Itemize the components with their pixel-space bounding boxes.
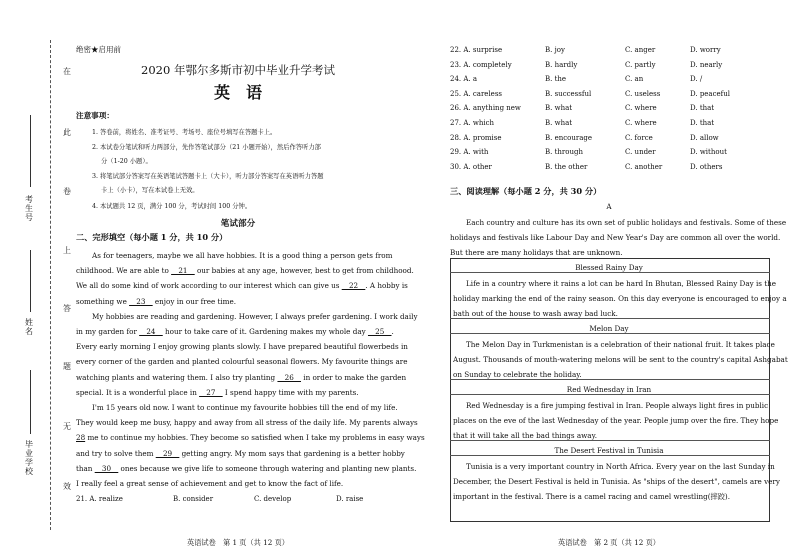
margin-warning-char: 无 <box>63 422 71 431</box>
field-name-line <box>30 250 31 312</box>
option-num-a: 24. A. a <box>450 75 478 84</box>
option-num-a: 25. A. careless <box>450 89 503 98</box>
written-part-heading: 笔试部分 <box>220 219 256 229</box>
blank-number: __25__ <box>367 327 392 336</box>
passage-text: We all do some kind of work according to our interest which can give us <box>76 281 342 291</box>
option-b: B. encourage <box>545 133 593 142</box>
intro-line: But there are many holidays that are unknown. <box>450 248 623 257</box>
festival-title: Blessed Rainy Day <box>575 263 643 272</box>
option-num-a: 26. A. anything new <box>450 104 521 113</box>
passage-text: enjoy in our free time. <box>152 296 237 306</box>
option-b: B. the <box>545 75 567 84</box>
option-row <box>450 132 768 144</box>
field-exam-number-label: 考生号 <box>25 195 33 222</box>
field-school-line <box>30 370 31 434</box>
cloze-line <box>76 297 236 306</box>
cloze-line <box>92 312 418 321</box>
cloze-line <box>76 449 405 458</box>
festival-line: December, the Desert Festival is held in Tunisia. As "ships of the desert", camels are very <box>453 477 780 486</box>
passage-text: As for teenagers, maybe we all have hobbies. It is a good thing a person gets from <box>92 251 393 260</box>
option-c: C. another <box>625 162 663 171</box>
option-b: B. through <box>545 148 583 157</box>
passage-text: Every early morning I enjoy growing plants slowly. I have prepared beautiful flowerbeds in <box>76 342 408 352</box>
table-divider <box>450 440 770 441</box>
field-name-label: 姓名 <box>25 318 33 336</box>
passage-text: childhood. We are able to <box>76 266 172 276</box>
passage-text: I'm 15 years old now. I want to continue my favourite hobbies till the end of my life. <box>92 403 398 412</box>
option-c: C. anger <box>625 46 656 54</box>
festival-line: bath out of the house to wash away bad luck. <box>453 309 618 318</box>
passage-text: in my garden for <box>76 327 140 336</box>
passage-text: special. It is a wonderful place in <box>76 387 200 397</box>
cloze-line <box>76 418 418 427</box>
passage-text: every corner of the garden and planted colourful seasonal flowers. My favourite things are <box>76 357 408 367</box>
table-divider <box>450 394 770 395</box>
option-num-a: 28. A. promise <box>450 133 502 142</box>
option-b: B. consider <box>173 495 214 503</box>
option-d: D. that <box>690 119 715 127</box>
blank-number: __30__ <box>94 463 119 473</box>
festival-line: holiday marking the end of the rainy season. On this day everyone is encouraged to enjoy a <box>453 294 787 303</box>
passage-text: than <box>76 463 95 473</box>
blank-number: 28 <box>76 433 86 443</box>
passage-text: I really feel a great sense of achievement and get to know the fact of life. <box>76 479 344 488</box>
passage-text: me to continue my hobbies. They become so satisfied when I take my problems in easy ways <box>85 433 425 443</box>
festival-line: places on the eve of the last Wednesday of the year. People jump over the fire. They hope <box>453 416 779 425</box>
cloze-line <box>76 388 359 397</box>
intro-line: holidays and festivals like Labour Day and New Year's Day are common all over the world. <box>450 233 781 242</box>
festival-line: Life in a country where it rains a lot can be hard In Bhutan, Blessed Rainy Day is the <box>466 279 776 288</box>
option-num-a: 29. A. with <box>450 148 489 157</box>
table-divider <box>450 379 770 380</box>
field-exam-number-line <box>30 115 31 187</box>
note-line: 4. 本试题共 12 页，满分 100 分，考试时间 100 分钟。 <box>92 203 252 210</box>
note-line: 2. 本试卷分笔试和听力两部分，先作答笔试部分（21 小题开始），然后作答听力部 <box>92 144 321 151</box>
note-line: 分（1-20 小题）。 <box>101 158 152 165</box>
margin-warning-char: 此 <box>63 128 71 137</box>
passage-text: our babies at any age, however, best to get from childhood. <box>194 266 414 276</box>
option-d: D. others <box>690 162 723 171</box>
option-c: C. useless <box>625 89 661 98</box>
option-row-21 <box>76 493 396 505</box>
option-num-a: 30. A. other <box>450 162 492 171</box>
table-divider <box>450 272 770 273</box>
passage-text: . <box>391 327 394 336</box>
option-d: D. worry <box>690 46 721 54</box>
table-divider <box>450 455 770 456</box>
passage-text: in order to make the garden <box>300 372 407 382</box>
margin-warning-char: 答 <box>63 304 71 313</box>
option-d: D. / <box>690 75 703 84</box>
subject-title: 英 语 <box>213 83 262 102</box>
festival-title: Melon Day <box>589 324 629 333</box>
festival-line: on Sunday to celebrate the holiday. <box>453 370 582 379</box>
option-row <box>450 59 768 71</box>
cloze-line <box>76 464 416 473</box>
festival-line: Red Wednesday is a fire jumping festival in Iran. People always light fires in public <box>466 401 769 410</box>
option-c: C. force <box>625 133 653 142</box>
blank-number: __21__ <box>171 266 195 276</box>
cloze-line <box>76 373 406 382</box>
option-b: B. what <box>545 119 573 127</box>
notes-title: 注意事项： <box>76 111 114 120</box>
passage-text: something we <box>76 296 130 306</box>
note-line: 3. 将笔试部分答案写在英语笔试答题卡上（大卡），听力部分答案写在英语听力答题 <box>92 173 324 180</box>
blank-number: __29__ <box>155 448 180 458</box>
margin-warning-char: 效 <box>63 482 71 491</box>
cloze-line <box>76 357 408 366</box>
cloze-line <box>76 266 414 275</box>
option-c: C. an <box>625 75 644 84</box>
option-c: C. where <box>625 119 657 127</box>
option-c: C. partly <box>625 60 656 69</box>
option-row <box>450 88 768 100</box>
option-c: C. under <box>625 148 656 157</box>
cloze-line <box>92 251 392 260</box>
cloze-section-title: 二、完形填空（每小题 1 分，共 10 分） <box>76 232 228 242</box>
passage-label: A <box>606 202 612 211</box>
option-d: D. nearly <box>690 60 723 69</box>
option-num-a: 21. A. realize <box>76 495 123 503</box>
festival-line: Tunisia is a very important country in North Africa. Every year on the last Sunday in <box>466 462 775 471</box>
option-b: B. what <box>545 104 573 113</box>
option-num-a: 23. A. completely <box>450 60 512 69</box>
margin-warning-char: 卷 <box>63 187 71 196</box>
page-1-footer: 英语试卷 第 1 页（共 12 页） <box>187 538 289 547</box>
festival-line: August. Thousands of mouth-watering melons will be sent to the country's capital Ashgabat <box>453 355 788 364</box>
note-line: 卡上（小卡），写在本试卷上无效。 <box>101 187 199 194</box>
passage-text: ones because we give life to someone through watering and planting new plants. <box>118 463 417 473</box>
option-b: B. joy <box>545 46 565 54</box>
note-line: 1. 答卷前，将姓名、准考证号、考场号、座位号填写在答题卡上。 <box>92 129 277 136</box>
festival-title: The Desert Festival in Tunisia <box>554 446 664 455</box>
exam-title: 2020 年鄂尔多斯市初中毕业升学考试 <box>141 63 335 77</box>
option-d: D. peaceful <box>690 89 731 98</box>
option-row <box>450 44 768 56</box>
passage-text: They would keep me busy, happy and away from all stress of the daily life. My parents always <box>76 418 418 428</box>
festival-line: The Melon Day in Turkmenistan is a celebration of their national fruit. It takes place <box>466 340 775 349</box>
option-d: D. that <box>690 104 715 113</box>
margin-warning-char: 在 <box>63 67 71 76</box>
cloze-line <box>76 433 425 442</box>
option-b: B. the other <box>545 162 588 171</box>
option-row <box>450 146 768 158</box>
option-c: C. develop <box>254 495 292 503</box>
intro-line: Each country and culture has its own set of public holidays and festivals. Some of these <box>466 218 787 227</box>
option-d: D. raise <box>336 495 364 503</box>
table-divider <box>450 318 770 319</box>
blank-number: __22__ <box>341 281 366 291</box>
option-row <box>450 161 768 173</box>
cloze-line <box>92 403 398 412</box>
margin-warning-char: 题 <box>63 362 71 371</box>
option-b: B. hardly <box>545 60 578 69</box>
option-d: D. without <box>690 148 727 157</box>
blank-number: __26__ <box>277 372 301 382</box>
cloze-line <box>76 342 408 351</box>
festival-line: that it will take all the bad things away. <box>453 431 597 440</box>
passage-text: watching plants and watering them. I also try planting <box>76 372 278 382</box>
option-num-a: 27. A. which <box>450 119 495 127</box>
festival-title: Red Wednesday in Iran <box>566 385 652 394</box>
option-c: C. where <box>625 104 657 113</box>
page-2-footer: 英语试卷 第 2 页（共 12 页） <box>558 538 660 547</box>
cloze-line <box>76 281 408 290</box>
blank-number: __27__ <box>199 387 223 397</box>
option-row <box>450 117 768 129</box>
blank-number: __23__ <box>129 296 153 306</box>
option-b: B. successful <box>545 89 592 98</box>
passage-text: and try to solve them <box>76 448 156 458</box>
option-num-a: 22. A. surprise <box>450 46 503 54</box>
secret-label: 绝密★启用前 <box>76 45 121 54</box>
option-row <box>450 73 768 85</box>
option-row <box>450 102 768 114</box>
passage-text: getting angry. My mom says that gardening is a better hobby <box>179 448 405 458</box>
field-school-label: 毕业学校 <box>25 440 33 476</box>
option-d: D. allow <box>690 133 719 142</box>
passage-text: hour to take care of it. Gardening makes my whole day <box>162 327 368 336</box>
table-divider <box>450 333 770 334</box>
festival-line: important in the festival. There is a camel racing and camel wrestling(摔跤). <box>453 492 731 501</box>
margin-warning-char: 上 <box>63 246 71 255</box>
cloze-line <box>76 479 343 488</box>
fold-line <box>50 40 51 530</box>
passage-text: My hobbies are reading and gardening. However, I always prefer gardening. I work daily <box>92 311 418 321</box>
cloze-line <box>76 327 394 336</box>
reading-section-title: 三、阅读理解（每小题 2 分，共 30 分） <box>450 186 602 196</box>
passage-text: I spend happy time with my parents. <box>222 387 359 397</box>
passage-text: . A hobby is <box>365 281 408 291</box>
blank-number: __24__ <box>139 327 163 336</box>
